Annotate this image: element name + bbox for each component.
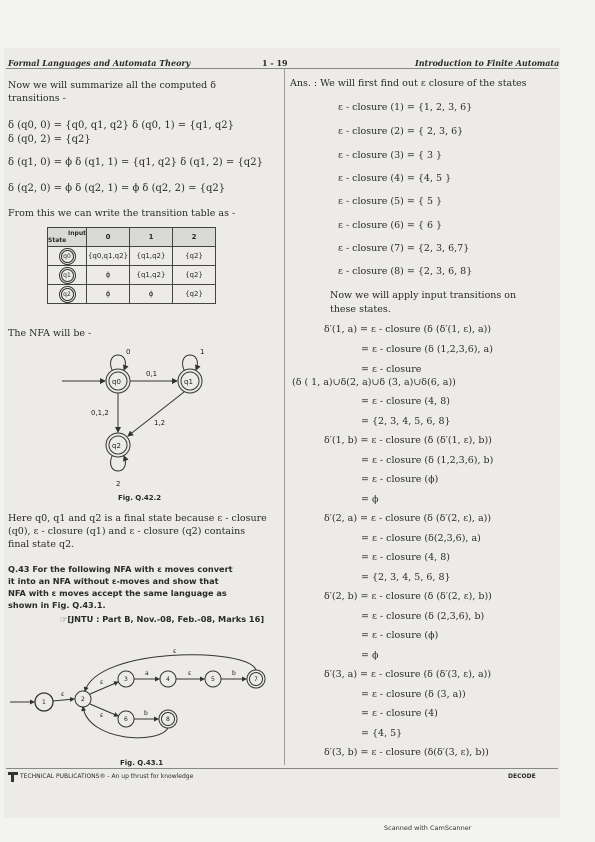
node-label: 5 [211, 676, 215, 683]
transition-line: δ (q1, 0) = ϕ δ (q1, 1) = {q1, q2} δ (q1, 2) = {q2} [8, 157, 263, 168]
closure-line: ε - closure (3) = { 3 } [338, 150, 443, 161]
loop-label-q1: 1 [200, 348, 205, 356]
loop-label-q2: 2 [116, 480, 121, 488]
question-q43: shown in Fig. Q.43.1. [8, 600, 106, 610]
state-q2-node [106, 433, 130, 457]
final-state-text: Here q0, q1 and q2 is a final state because ε - closure [8, 513, 267, 524]
derivation-line: = ε - closure (4) [361, 708, 438, 719]
figure-caption-q42: Fig. Q.42.2 [118, 494, 162, 502]
node-label: 7 [254, 676, 258, 683]
node-7 [247, 670, 265, 688]
figure-caption-q43: Fig. Q.43.1 [120, 759, 164, 767]
derivation-line: = ε - closure (ϕ) [361, 474, 439, 485]
closure-line: ε - closure (2) = { 2, 3, 6} [338, 126, 464, 137]
derivation-line: δ′(2, b) = ε - closure (δ (δ′(2, ε), b)) [324, 591, 492, 602]
node-2 [75, 691, 91, 707]
col-header: 0 [87, 228, 130, 247]
closure-line: ε - closure (6) = { 6 } [338, 220, 443, 231]
derivation-line: δ′(2, a) = ε - closure (δ (δ′(2, ε), a)) [324, 513, 492, 524]
derivation-line: = {2, 3, 4, 5, 6, 8} [361, 416, 451, 427]
derivation-line: (δ ( 1, a)∪δ(2, a)∪δ (3, a)∪δ(6, a)) [292, 377, 456, 388]
table-row [48, 266, 216, 285]
node-5 [205, 671, 221, 687]
node-label: 1 [42, 699, 46, 706]
final-state-text: final state q2. [8, 539, 75, 550]
state-q1-node [178, 369, 202, 393]
table-cell: {q2} [173, 285, 216, 304]
transition-table [47, 227, 216, 304]
col-header: 2 [173, 228, 216, 247]
derivation-line: = ε - closure [361, 364, 422, 375]
node-1 [35, 693, 53, 711]
derivation-line: = ϕ [361, 650, 379, 661]
derivation-line: = ε - closure (4, 8) [361, 396, 450, 407]
edge-label: ε [173, 648, 177, 655]
derivation-line: δ′(1, b) = ε - closure (δ (δ′(1, ε), b)) [324, 435, 492, 446]
derivation-line: = {4, 5} [361, 728, 403, 739]
derivation-line: = ε - closure (δ (2,3,6), b) [361, 611, 485, 622]
column-divider [284, 68, 285, 765]
derivation-line: = ε - closure (ϕ) [361, 630, 439, 641]
table-cell: {q0,q1,q2} [87, 247, 130, 266]
nfa-diagram-q42 [60, 345, 250, 495]
edge-label: a [145, 670, 149, 677]
state-q2: q2 [61, 288, 74, 301]
footer-decode-logo: DECODE [508, 773, 536, 780]
state-q0-node [106, 369, 130, 393]
scanner-watermark: Scanned with CamScanner [384, 824, 472, 832]
edge-label: ε [61, 691, 65, 698]
intro-line-1: Now we will summarize all the computed δ [8, 80, 216, 91]
state-q0: q0 [61, 250, 74, 263]
apply-text: these states. [330, 304, 391, 315]
edge-label: b [144, 710, 148, 717]
transition-line: δ (q0, 0) = {q0, q1, q2} δ (q0, 1) = {q1, q2} [8, 120, 234, 131]
derivation-line: = {2, 3, 4, 5, 6, 8} [361, 572, 451, 583]
node-label: 3 [124, 676, 128, 683]
loop-label-q0: 0 [126, 348, 131, 356]
nfa-diagram-q43 [8, 637, 276, 747]
edge-label-q0-q2: 0,1,2 [91, 409, 109, 417]
intro-line-2: transitions - [8, 93, 66, 104]
table-intro: From this we can write the transition table as - [8, 208, 236, 219]
node-label-q2: q2 [112, 442, 121, 450]
closure-line: ε - closure (4) = {4, 5 } [338, 173, 452, 184]
apply-text: Now we will apply input transitions on [330, 290, 517, 301]
derivation-line: = ε - closure (4, 8) [361, 552, 450, 563]
derivation-line: = ε - closure (δ (3, a)) [361, 689, 466, 700]
edge-label: ε [100, 712, 104, 719]
closure-line: ε - closure (1) = {1, 2, 3, 6} [338, 102, 473, 113]
table-row [48, 285, 216, 304]
footer-publisher: TECHNICAL PUBLICATIONS® - An up thrust for knowledge [20, 773, 194, 780]
header-rule [6, 68, 558, 69]
derivation-line: δ′(3, b) = ε - closure (δ(δ′(3, ε), b)) [324, 747, 489, 758]
table-cell: {q1,q2} [130, 266, 173, 285]
question-q43: NFA with ε moves accept the same language as [8, 588, 227, 598]
table-cell: {q1,q2} [130, 247, 173, 266]
col-header: 1 [130, 228, 173, 247]
edge-label: ε [100, 679, 104, 686]
node-4 [160, 671, 176, 687]
derivation-line: = ε - closure (δ(2,3,6), a) [361, 533, 481, 544]
header-left: Formal Languages and Automata Theory [8, 58, 191, 68]
question-q43: Q.43 For the following NFA with ε moves convert [8, 564, 233, 574]
edge-label-q0-q1: 0,1 [146, 370, 158, 378]
node-label: 2 [81, 696, 85, 703]
edge-label: ε [188, 670, 192, 677]
table-cell: ϕ [87, 266, 130, 285]
derivation-line: δ′(3, a) = ε - closure (δ (δ′(3, ε), a)) [324, 669, 492, 680]
node-8 [159, 710, 177, 728]
table-cell: ϕ [87, 285, 130, 304]
nfa-intro: The NFA will be - [8, 328, 92, 339]
derivation-line: = ε - closure (δ (1,2,3,6), a) [361, 344, 493, 355]
node-label: 8 [166, 716, 170, 723]
node-label: 4 [166, 676, 170, 683]
header-input: Input [68, 230, 86, 237]
node-label-q0: q0 [112, 378, 121, 386]
closure-line: ε - closure (5) = { 5 } [338, 196, 443, 207]
derivation-line: = ϕ [361, 494, 379, 505]
closure-line: ε - closure (7) = {2, 3, 6,7} [338, 243, 470, 254]
node-label-q1: q1 [184, 378, 193, 386]
question-q43: it into an NFA without ε-moves and show that [8, 576, 219, 586]
transition-line: δ (q0, 2) = {q2} [8, 134, 91, 145]
header-right: Introduction to Finite Automata [415, 58, 560, 68]
table-row [48, 247, 216, 266]
header-page-number: 1 - 19 [262, 58, 288, 68]
final-state-text: (q0), ε - closure (q1) and ε - closure (q2) contains [8, 526, 246, 537]
closure-line: ε - closure (8) = {2, 3, 6, 8} [338, 266, 473, 277]
state-q1: q1 [61, 269, 74, 282]
footer-rule [6, 768, 558, 769]
table-cell: ϕ [130, 285, 173, 304]
table-corner [48, 228, 87, 247]
node-6 [118, 711, 134, 727]
answer-intro: Ans. : We will first find out ε closure of the states [290, 78, 527, 89]
node-label: 6 [124, 716, 128, 723]
table-cell: {q2} [173, 247, 216, 266]
transition-line: δ (q2, 0) = ϕ δ (q2, 1) = ϕ δ (q2, 2) = {q2} [8, 183, 226, 194]
table-cell: {q2} [173, 266, 216, 285]
derivation-line: = ε - closure (δ (1,2,3,6), b) [361, 455, 494, 466]
publisher-logo-icon [8, 772, 18, 782]
header-state: State [48, 237, 67, 244]
node-3 [118, 671, 134, 687]
edge-label: b [232, 670, 236, 677]
derivation-line: δ′(1, a) = ε - closure (δ (δ′(1, ε), a)) [324, 324, 492, 335]
exam-reference: ☞[JNTU : Part B, Nov.-08, Feb.-08, Marks 16] [60, 614, 265, 624]
edge-label-q1-q2: 1,2 [154, 419, 166, 427]
